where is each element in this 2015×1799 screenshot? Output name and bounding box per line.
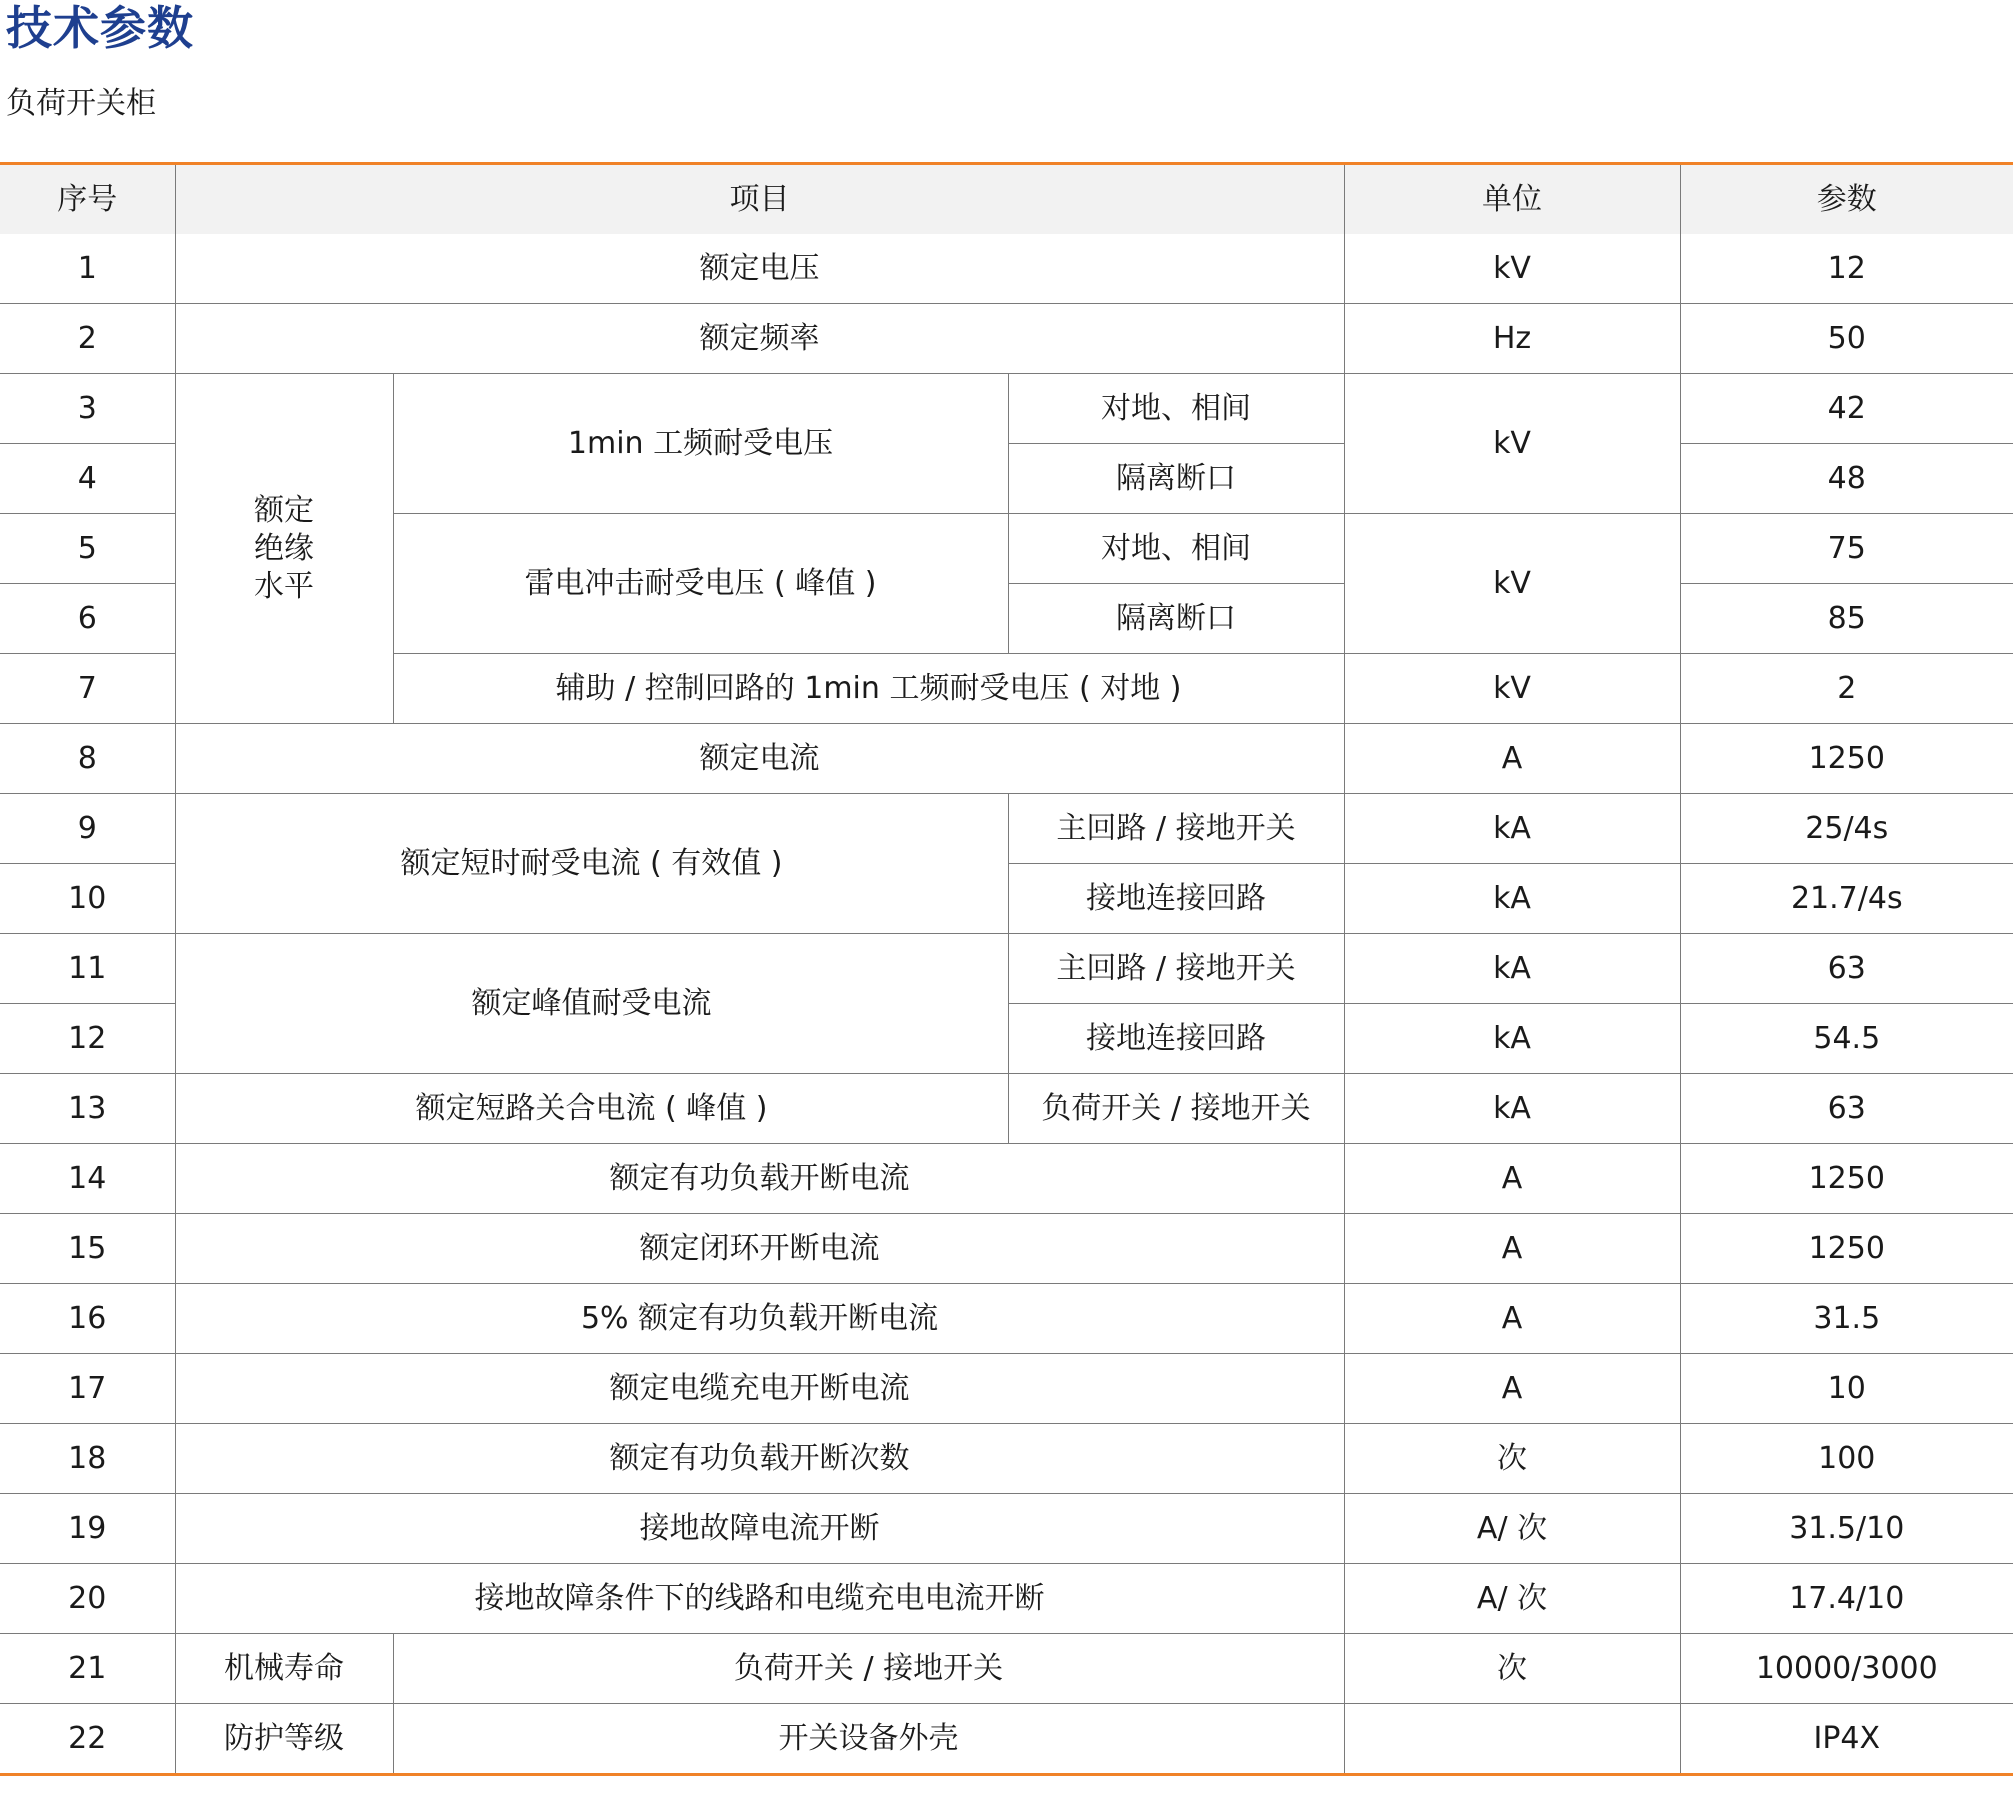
row-item: 额定电缆充电开断电流 bbox=[175, 1354, 1344, 1424]
row-item: 额定电流 bbox=[175, 724, 1344, 794]
row-unit: 次 bbox=[1344, 1634, 1680, 1704]
row-value: 50 bbox=[1680, 304, 2013, 374]
row-sub: 接地连接回路 bbox=[1008, 864, 1344, 934]
row-no: 1 bbox=[0, 234, 175, 304]
row-unit: kA bbox=[1344, 1074, 1680, 1144]
table-row bbox=[0, 1564, 2013, 1634]
row-item: 额定频率 bbox=[175, 304, 1344, 374]
table-row bbox=[0, 234, 2013, 304]
row-unit: kV bbox=[1344, 374, 1680, 514]
row-item: 额定闭环开断电流 bbox=[175, 1214, 1344, 1284]
row-no: 21 bbox=[0, 1634, 175, 1704]
row-sub: 对地、相间 bbox=[1008, 514, 1344, 584]
row-item: 额定短路关合电流 ( 峰值 ) bbox=[175, 1074, 1008, 1144]
table-row bbox=[0, 1424, 2013, 1494]
header-item: 项目 bbox=[175, 164, 1344, 235]
row-item: 辅助 / 控制回路的 1min 工频耐受电压 ( 对地 ) bbox=[393, 654, 1344, 724]
row-unit: 次 bbox=[1344, 1424, 1680, 1494]
row-item: 5% 额定有功负载开断电流 bbox=[175, 1284, 1344, 1354]
row-no: 12 bbox=[0, 1004, 175, 1074]
row-unit: A bbox=[1344, 724, 1680, 794]
row-item: 接地故障条件下的线路和电缆充电电流开断 bbox=[175, 1564, 1344, 1634]
row-unit: A/ 次 bbox=[1344, 1494, 1680, 1564]
table-row bbox=[0, 934, 2013, 1004]
row-no: 10 bbox=[0, 864, 175, 934]
header-no: 序号 bbox=[0, 164, 175, 235]
row-value: IP4X bbox=[1680, 1704, 2013, 1775]
row-unit: A bbox=[1344, 1284, 1680, 1354]
row-value: 12 bbox=[1680, 234, 2013, 304]
row-no: 3 bbox=[0, 374, 175, 444]
table-row bbox=[0, 1704, 2013, 1775]
row-no: 19 bbox=[0, 1494, 175, 1564]
row-sub: 隔离断口 bbox=[1008, 444, 1344, 514]
row-no: 22 bbox=[0, 1704, 175, 1775]
row-no: 13 bbox=[0, 1074, 175, 1144]
row-unit: kA bbox=[1344, 864, 1680, 934]
row-no: 11 bbox=[0, 934, 175, 1004]
row-value: 10 bbox=[1680, 1354, 2013, 1424]
header-value: 参数 bbox=[1680, 164, 2013, 235]
row-item: 额定有功负载开断电流 bbox=[175, 1144, 1344, 1214]
row-no: 2 bbox=[0, 304, 175, 374]
row-value: 100 bbox=[1680, 1424, 2013, 1494]
row-no: 14 bbox=[0, 1144, 175, 1214]
row-no: 17 bbox=[0, 1354, 175, 1424]
row-unit: A bbox=[1344, 1144, 1680, 1214]
row-value: 1250 bbox=[1680, 1144, 2013, 1214]
row-no: 7 bbox=[0, 654, 175, 724]
table-row bbox=[0, 1214, 2013, 1284]
row-value: 10000/3000 bbox=[1680, 1634, 2013, 1704]
insulation-line: 额定 bbox=[254, 492, 314, 528]
header-unit: 单位 bbox=[1344, 164, 1680, 235]
row-no: 20 bbox=[0, 1564, 175, 1634]
row-unit: kA bbox=[1344, 934, 1680, 1004]
row-unit: A bbox=[1344, 1214, 1680, 1284]
table-row bbox=[0, 1354, 2013, 1424]
row-no: 6 bbox=[0, 584, 175, 654]
row-sub: 对地、相间 bbox=[1008, 374, 1344, 444]
row-item: 额定电压 bbox=[175, 234, 1344, 304]
row-no: 8 bbox=[0, 724, 175, 794]
row-value: 25/4s bbox=[1680, 794, 2013, 864]
row-unit: kV bbox=[1344, 654, 1680, 724]
short-time-group: 额定短时耐受电流 ( 有效值 ) bbox=[175, 794, 1008, 934]
spec-table bbox=[0, 162, 2013, 1776]
row-value: 48 bbox=[1680, 444, 2013, 514]
row-value: 31.5/10 bbox=[1680, 1494, 2013, 1564]
row-unit: kA bbox=[1344, 1004, 1680, 1074]
row-value: 42 bbox=[1680, 374, 2013, 444]
row-item: 开关设备外壳 bbox=[393, 1704, 1344, 1775]
table-row bbox=[0, 794, 2013, 864]
row-unit: A bbox=[1344, 1354, 1680, 1424]
row-item: 接地故障电流开断 bbox=[175, 1494, 1344, 1564]
row-unit: kV bbox=[1344, 514, 1680, 654]
peak-group: 额定峰值耐受电流 bbox=[175, 934, 1008, 1074]
row-no: 18 bbox=[0, 1424, 175, 1494]
row-unit bbox=[1344, 1704, 1680, 1775]
row-group: 防护等级 bbox=[175, 1704, 393, 1775]
row-value: 54.5 bbox=[1680, 1004, 2013, 1074]
row-unit: Hz bbox=[1344, 304, 1680, 374]
row-value: 31.5 bbox=[1680, 1284, 2013, 1354]
row-item: 负荷开关 / 接地开关 bbox=[393, 1634, 1344, 1704]
row-value: 75 bbox=[1680, 514, 2013, 584]
row-sub: 负荷开关 / 接地开关 bbox=[1008, 1074, 1344, 1144]
row-item: 额定有功负载开断次数 bbox=[175, 1424, 1344, 1494]
page-title: 技术参数 bbox=[6, 1, 194, 55]
lightning-group: 雷电冲击耐受电压 ( 峰值 ) bbox=[393, 514, 1008, 654]
table-row bbox=[0, 1074, 2013, 1144]
table-row bbox=[0, 304, 2013, 374]
table-row bbox=[0, 1284, 2013, 1354]
row-value: 63 bbox=[1680, 1074, 2013, 1144]
row-unit: kV bbox=[1344, 234, 1680, 304]
row-value: 85 bbox=[1680, 584, 2013, 654]
table-row bbox=[0, 1634, 2013, 1704]
row-value: 1250 bbox=[1680, 1214, 2013, 1284]
row-value: 17.4/10 bbox=[1680, 1564, 2013, 1634]
insulation-line: 水平 bbox=[254, 568, 314, 604]
insulation-line: 绝缘 bbox=[254, 530, 314, 566]
row-sub: 主回路 / 接地开关 bbox=[1008, 794, 1344, 864]
row-no: 5 bbox=[0, 514, 175, 584]
row-value: 1250 bbox=[1680, 724, 2013, 794]
table-header-row bbox=[0, 164, 2013, 235]
row-no: 15 bbox=[0, 1214, 175, 1284]
row-unit: A/ 次 bbox=[1344, 1564, 1680, 1634]
row-value: 2 bbox=[1680, 654, 2013, 724]
row-no: 16 bbox=[0, 1284, 175, 1354]
table-row bbox=[0, 1494, 2013, 1564]
table-row bbox=[0, 724, 2013, 794]
page-subtitle: 负荷开关柜 bbox=[6, 86, 156, 121]
row-value: 21.7/4s bbox=[1680, 864, 2013, 934]
row-no: 9 bbox=[0, 794, 175, 864]
row-no: 4 bbox=[0, 444, 175, 514]
table-row bbox=[0, 1144, 2013, 1214]
row-group: 机械寿命 bbox=[175, 1634, 393, 1704]
row-value: 63 bbox=[1680, 934, 2013, 1004]
table-row bbox=[0, 374, 2013, 444]
row-sub: 主回路 / 接地开关 bbox=[1008, 934, 1344, 1004]
row-sub: 隔离断口 bbox=[1008, 584, 1344, 654]
row-sub: 接地连接回路 bbox=[1008, 1004, 1344, 1074]
power-freq-group: 1min 工频耐受电压 bbox=[393, 374, 1008, 514]
row-unit: kA bbox=[1344, 794, 1680, 864]
insulation-group bbox=[175, 374, 393, 724]
